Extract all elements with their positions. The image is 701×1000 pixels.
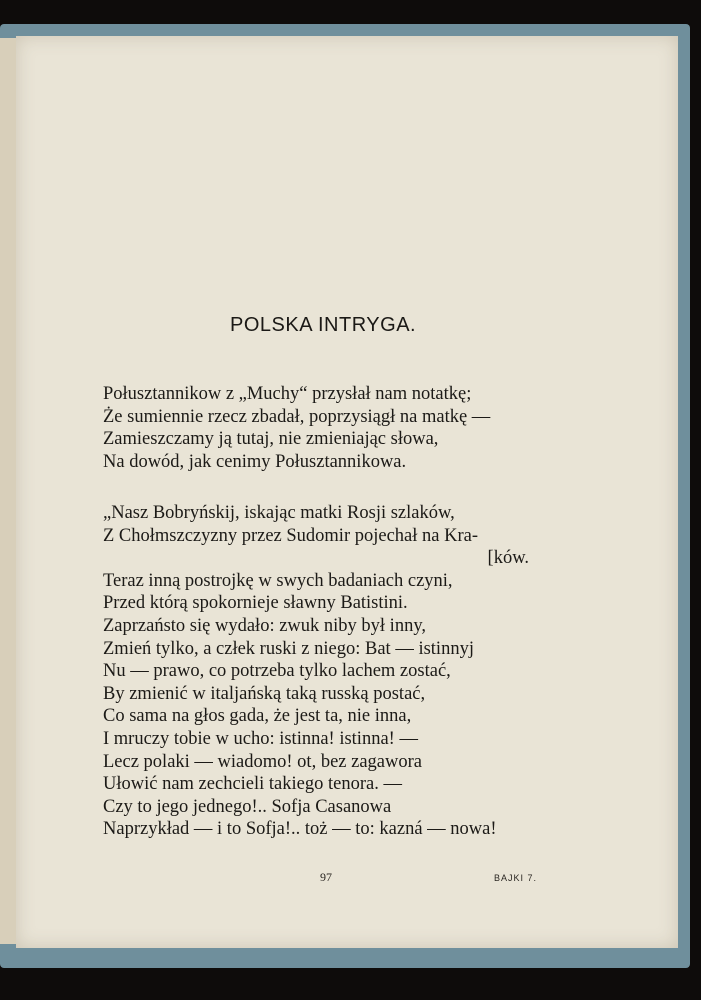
verse-line: Czy to jego jednego!.. Sofja Casanowa <box>103 796 392 817</box>
verse-line: Zamieszczamy ją tutaj, nie zmieniając słowa, <box>103 429 439 450</box>
verse-line: Co sama na głos gada, że jest ta, nie inna, <box>103 706 412 727</box>
verse-line-overflow: [ków. <box>487 548 529 569</box>
verse-line: Że sumiennie rzecz zbadał, poprzysiągł na matkę — <box>103 406 491 427</box>
stanza-1 <box>103 383 490 473</box>
verse-line: Lecz polaki — wiadomo! ot, bez zagawora <box>103 751 422 772</box>
verse-line: „Nasz Bobryńskij, iskając matki Rosji szlaków, <box>103 503 455 523</box>
verse-line: Zaprzaństo się wydało: zwuk niby był inny, <box>103 615 427 636</box>
verse-line: Nu — prawo, co potrzeba tylko lachem zostać, <box>103 661 451 682</box>
verse-line: Połusztannikow z „Muchy“ przysłał nam notatkę; <box>103 384 472 404</box>
stanza-2 <box>103 502 529 841</box>
previous-page-edge <box>0 38 17 944</box>
verse-line: Na dowód, jak cenimy Połusztannikowa. <box>103 451 407 472</box>
printer-signature: BAJKI 7. <box>494 873 538 883</box>
verse-line: By zmienić w italjańską taką russką postać, <box>103 683 426 704</box>
verse-line: Ułowić nam zechcieli takiego tenora. — <box>103 774 402 795</box>
verse-line: Przed którą spokornieje sławny Batistini. <box>103 593 408 614</box>
verse-line: I mruczy tobie w ucho: istinna! istinna! — <box>103 728 418 749</box>
verse-line: Naprzykład — i to Sofja!.. toż — to: kazná — nowa! <box>103 819 497 840</box>
verse-line: Z Chołmszczyzny przez Sudomir pojechał na Kra- <box>103 525 479 546</box>
verse-line: Teraz inną postrojkę w swych badaniach czyni, <box>103 570 453 591</box>
poem-title: POLSKA INTRYGA. <box>230 314 417 336</box>
verse-line: Zmień tylko, a człek ruski z niego: Bat — istinnyj <box>103 638 474 659</box>
page-number: 97 <box>320 870 332 884</box>
book-page <box>16 36 678 948</box>
